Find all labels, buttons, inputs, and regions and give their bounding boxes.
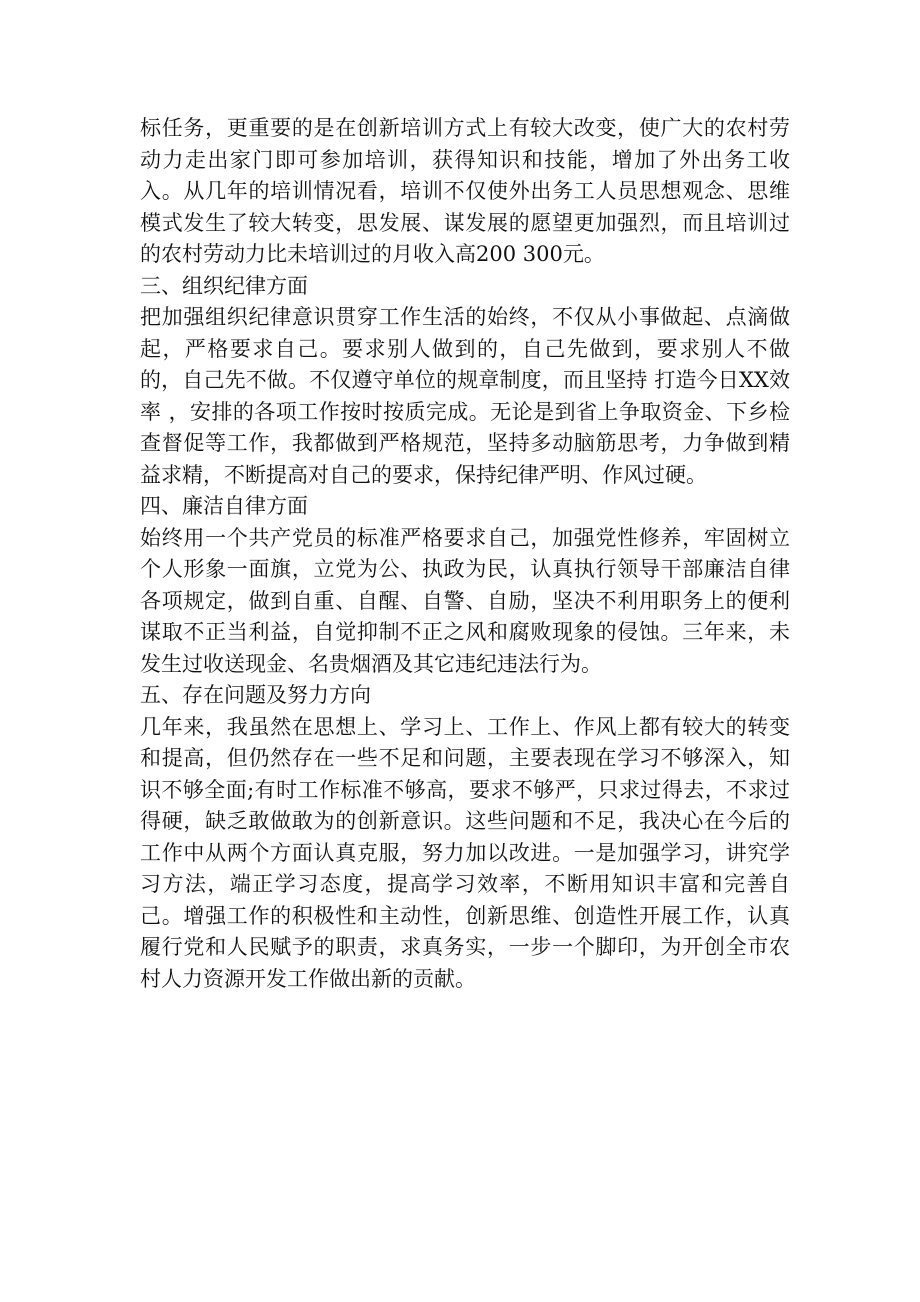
section-heading-integrity: 四、廉洁自律方面 [140,494,308,518]
paragraph-problems: 几年来，我虽然在思想上、学习上、工作上、作风上都有较大的转变和提高，但仍然存在一些不足和问题，主要表现在学习不够深入，知识不够全面;有时工作标准不够高，要求不够严，只求过得去，不求过得硬，缺乏敢做敢为的创新意识。这些问题和不足，我决心在今后的工作中从两个方面认真克服，努力加以改进。一是加强学习，讲究学习方法，端正学习态度，提高学习效率，不断用知识丰富和完善自己。增强工作的积极性和主动性，创新思维、创造性开展工作，认真履行党和人民赋予的职责，求真务实，一步一个脚印，为开创全市农村人力资源开发工作做出新的贡献。 [140,714,790,991]
paragraph-discipline: 把加强组织纪律意识贯穿工作生活的始终，不仅从小事做起、点滴做起，严格要求自己。要求别人做到的，自己先做到，要求别人不做的，自己先不做。不仅遵守单位的规章制度，而且坚持 打造今日XX效率 ，安排的各项工作按时按质完成。无论是到省上争取资金、下乡检查督促等工作，我都做到严格规范，坚持多动脑筋思考，力争做到精益求精，不断提高对自己的要求，保持纪律严明、作风过硬。 [140,305,790,487]
paragraph-integrity: 始终用一个共产党员的标准严格要求自己，加强党性修养，牢固树立个人形象一面旗，立党为公、执政为民，认真执行领导干部廉洁自律各项规定，做到自重、自醒、自警、自励，坚决不利用职务上的便利谋取不正当利益，自觉抑制不正之风和腐败现象的侵蚀。三年来，未发生过收送现金、名贵烟酒及其它违纪违法行为。 [140,525,790,676]
paragraph-intro: 标任务，更重要的是在创新培训方式上有较大改变，使广大的农村劳动力走出家门即可参加培训，获得知识和技能，增加了外出务工收入。从几年的培训情况看，培训不仅使外出务工人员思想观念、思维模式发生了较大转变，思发展、谋发展的愿望更加强烈，而且培训过的农村劳动力比未培训过的月收入高200 300元。 [140,116,790,266]
section-heading-discipline: 三、组织纪律方面 [140,273,308,298]
section-heading-problems: 五、存在问题及努力方向 [140,683,371,707]
document-body [140,113,790,995]
